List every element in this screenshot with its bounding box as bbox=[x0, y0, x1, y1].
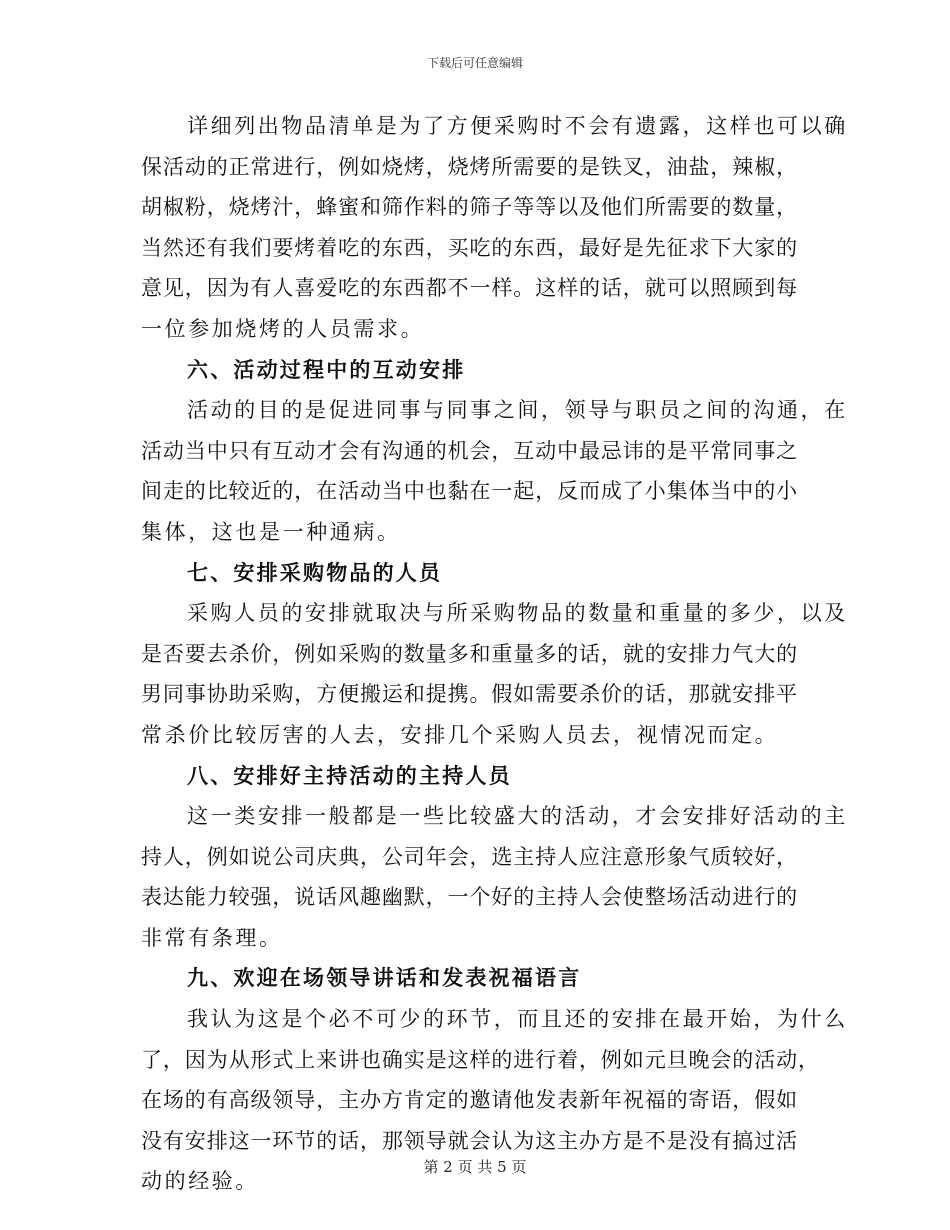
paragraph-line: 非常有条理。 bbox=[141, 925, 283, 950]
paragraph-line: 胡椒粉，烧烤汁，蜂蜜和筛作料的筛子等等以及他们所需要的数量， bbox=[141, 195, 798, 220]
section-heading-8: 八、安排好主持活动的主持人员 bbox=[187, 762, 512, 788]
section-heading-6: 六、活动过程中的互动安排 bbox=[187, 356, 466, 382]
paragraph-line: 意见，因为有人喜爱吃的东西都不一样。这样的话，就可以照顾到每 bbox=[141, 276, 798, 301]
paragraph-line: 保活动的正常进行，例如烧烤，烧烤所需要的是铁叉，油盐，辣椒， bbox=[141, 154, 798, 179]
section-heading-9: 九、欢迎在场领导讲话和发表祝福语言 bbox=[187, 965, 582, 991]
paragraph-line: 这一类安排一般都是一些比较盛大的活动，才会安排好活动的主 bbox=[187, 804, 848, 829]
paragraph-line: 了，因为从形式上来讲也确实是这样的进行着，例如元旦晚会的活动， bbox=[141, 1047, 820, 1072]
paragraph-line: 详细列出物品清单是为了方便采购时不会有遗露，这样也可以确 bbox=[187, 114, 848, 138]
paragraph-line: 我认为这是个必不可少的环节，而且还的安排在最开始，为什么 bbox=[187, 1007, 848, 1032]
document-body bbox=[141, 106, 848, 1202]
paragraph-line: 男同事协助采购，方便搬运和提携。假如需要杀价的话，那就安排平 bbox=[141, 682, 798, 707]
paragraph-line: 常杀价比较厉害的人去，安排几个采购人员去，视情况而定。 bbox=[141, 722, 779, 747]
paragraph-line: 活动当中只有互动才会有沟通的机会，互动中最忌讳的是平常同事之 bbox=[141, 438, 798, 463]
paragraph-line: 当然还有我们要烤着吃的东西，买吃的东西，最好是先征求下大家的 bbox=[141, 235, 798, 260]
paragraph-line: 集体，这也是一种通病。 bbox=[141, 519, 401, 544]
paragraph-line: 动的经验。 bbox=[141, 1169, 259, 1194]
paragraph-line: 一位参加烧烤的人员需求。 bbox=[141, 316, 425, 341]
paragraph-line: 采购人员的安排就取决与所采购物品的数量和重量的多少，以及 bbox=[187, 601, 848, 626]
section-heading-7: 七、安排采购物品的人员 bbox=[187, 559, 443, 585]
paragraph-line: 表达能力较强，说话风趣幽默，一个好的主持人会使整场活动进行的 bbox=[141, 885, 798, 910]
paragraph-line: 活动的目的是促进同事与同事之间，领导与职员之间的沟通，在 bbox=[187, 398, 848, 423]
paragraph-line: 在场的有高级领导，主办方肯定的邀请他发表新年祝福的寄语，假如 bbox=[141, 1088, 798, 1113]
page-header-note: 下载后可任意编辑 bbox=[426, 56, 523, 70]
paragraph-line: 是否要去杀价，例如采购的数量多和重量多的话，就的安排力气大的 bbox=[141, 641, 798, 666]
page-number-footer: 第 2 页 共 5 页 bbox=[423, 1158, 527, 1176]
paragraph-line: 没有安排这一环节的话，那领导就会认为这主办方是不是没有搞过活 bbox=[141, 1128, 798, 1153]
paragraph-line: 持人，例如说公司庆典，公司年会，选主持人应注意形象气质较好， bbox=[141, 844, 798, 869]
paragraph-line: 间走的比较近的，在活动当中也黏在一起，反而成了小集体当中的小 bbox=[141, 479, 798, 504]
